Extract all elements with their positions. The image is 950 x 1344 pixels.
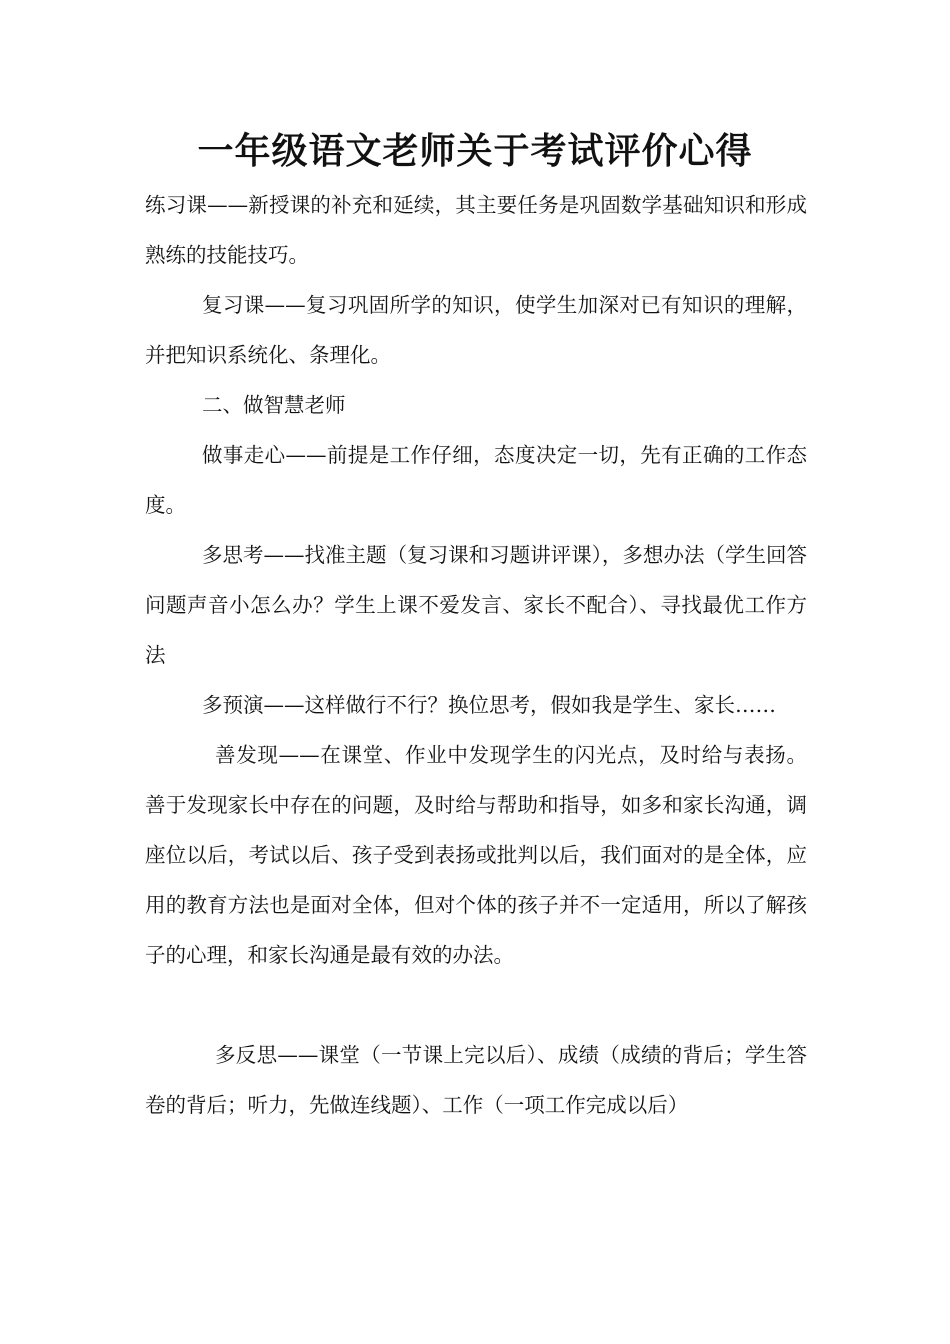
section-heading-wise-teacher: 二、做智慧老师	[202, 393, 346, 417]
document-body	[145, 180, 807, 1130]
paragraph-review-lesson: 复习课——复习巩固所学的知识，使学生加深对已有知识的理解，并把知识系统化、条理化。	[145, 293, 807, 367]
paragraph-reflect-more: 多反思——课堂（一节课上完以后）、成绩（成绩的背后；学生答卷的背后；听力，先做连线题）、工作（一项工作完成以后）	[145, 1043, 807, 1117]
paragraph-work-attentively: 做事走心——前提是工作仔细，态度决定一切，先有正确的工作态度。	[145, 443, 807, 517]
paragraph-practice-lesson: 练习课——新授课的补充和延续，其主要任务是巩固数学基础知识和形成熟练的技能技巧。	[145, 193, 807, 267]
paragraph-think-more: 多思考——找准主题（复习课和习题讲评课），多想办法（学生回答问题声音小怎么办？学生上课不爱发言、家长不配合）、寻找最优工作方法	[145, 543, 807, 667]
document-title: 一年级语文老师关于考试评价心得	[197, 131, 753, 172]
paragraph-discover: 善发现——在课堂、作业中发现学生的闪光点，及时给与表扬。善于发现家长中存在的问题，及时给与帮助和指导，如多和家长沟通，调座位以后，考试以后、孩子受到表扬或批判以后，我们面对的是全体，应用的教育方法也是面对全体，但对个体的孩子并不一定适用，所以了解孩子的心理，和家长沟通是最有效的办法。	[145, 743, 807, 967]
paragraph-spacer	[145, 980, 807, 1030]
paragraph-rehearse-more: 多预演——这样做行不行？换位思考，假如我是学生、家长……	[202, 693, 776, 717]
